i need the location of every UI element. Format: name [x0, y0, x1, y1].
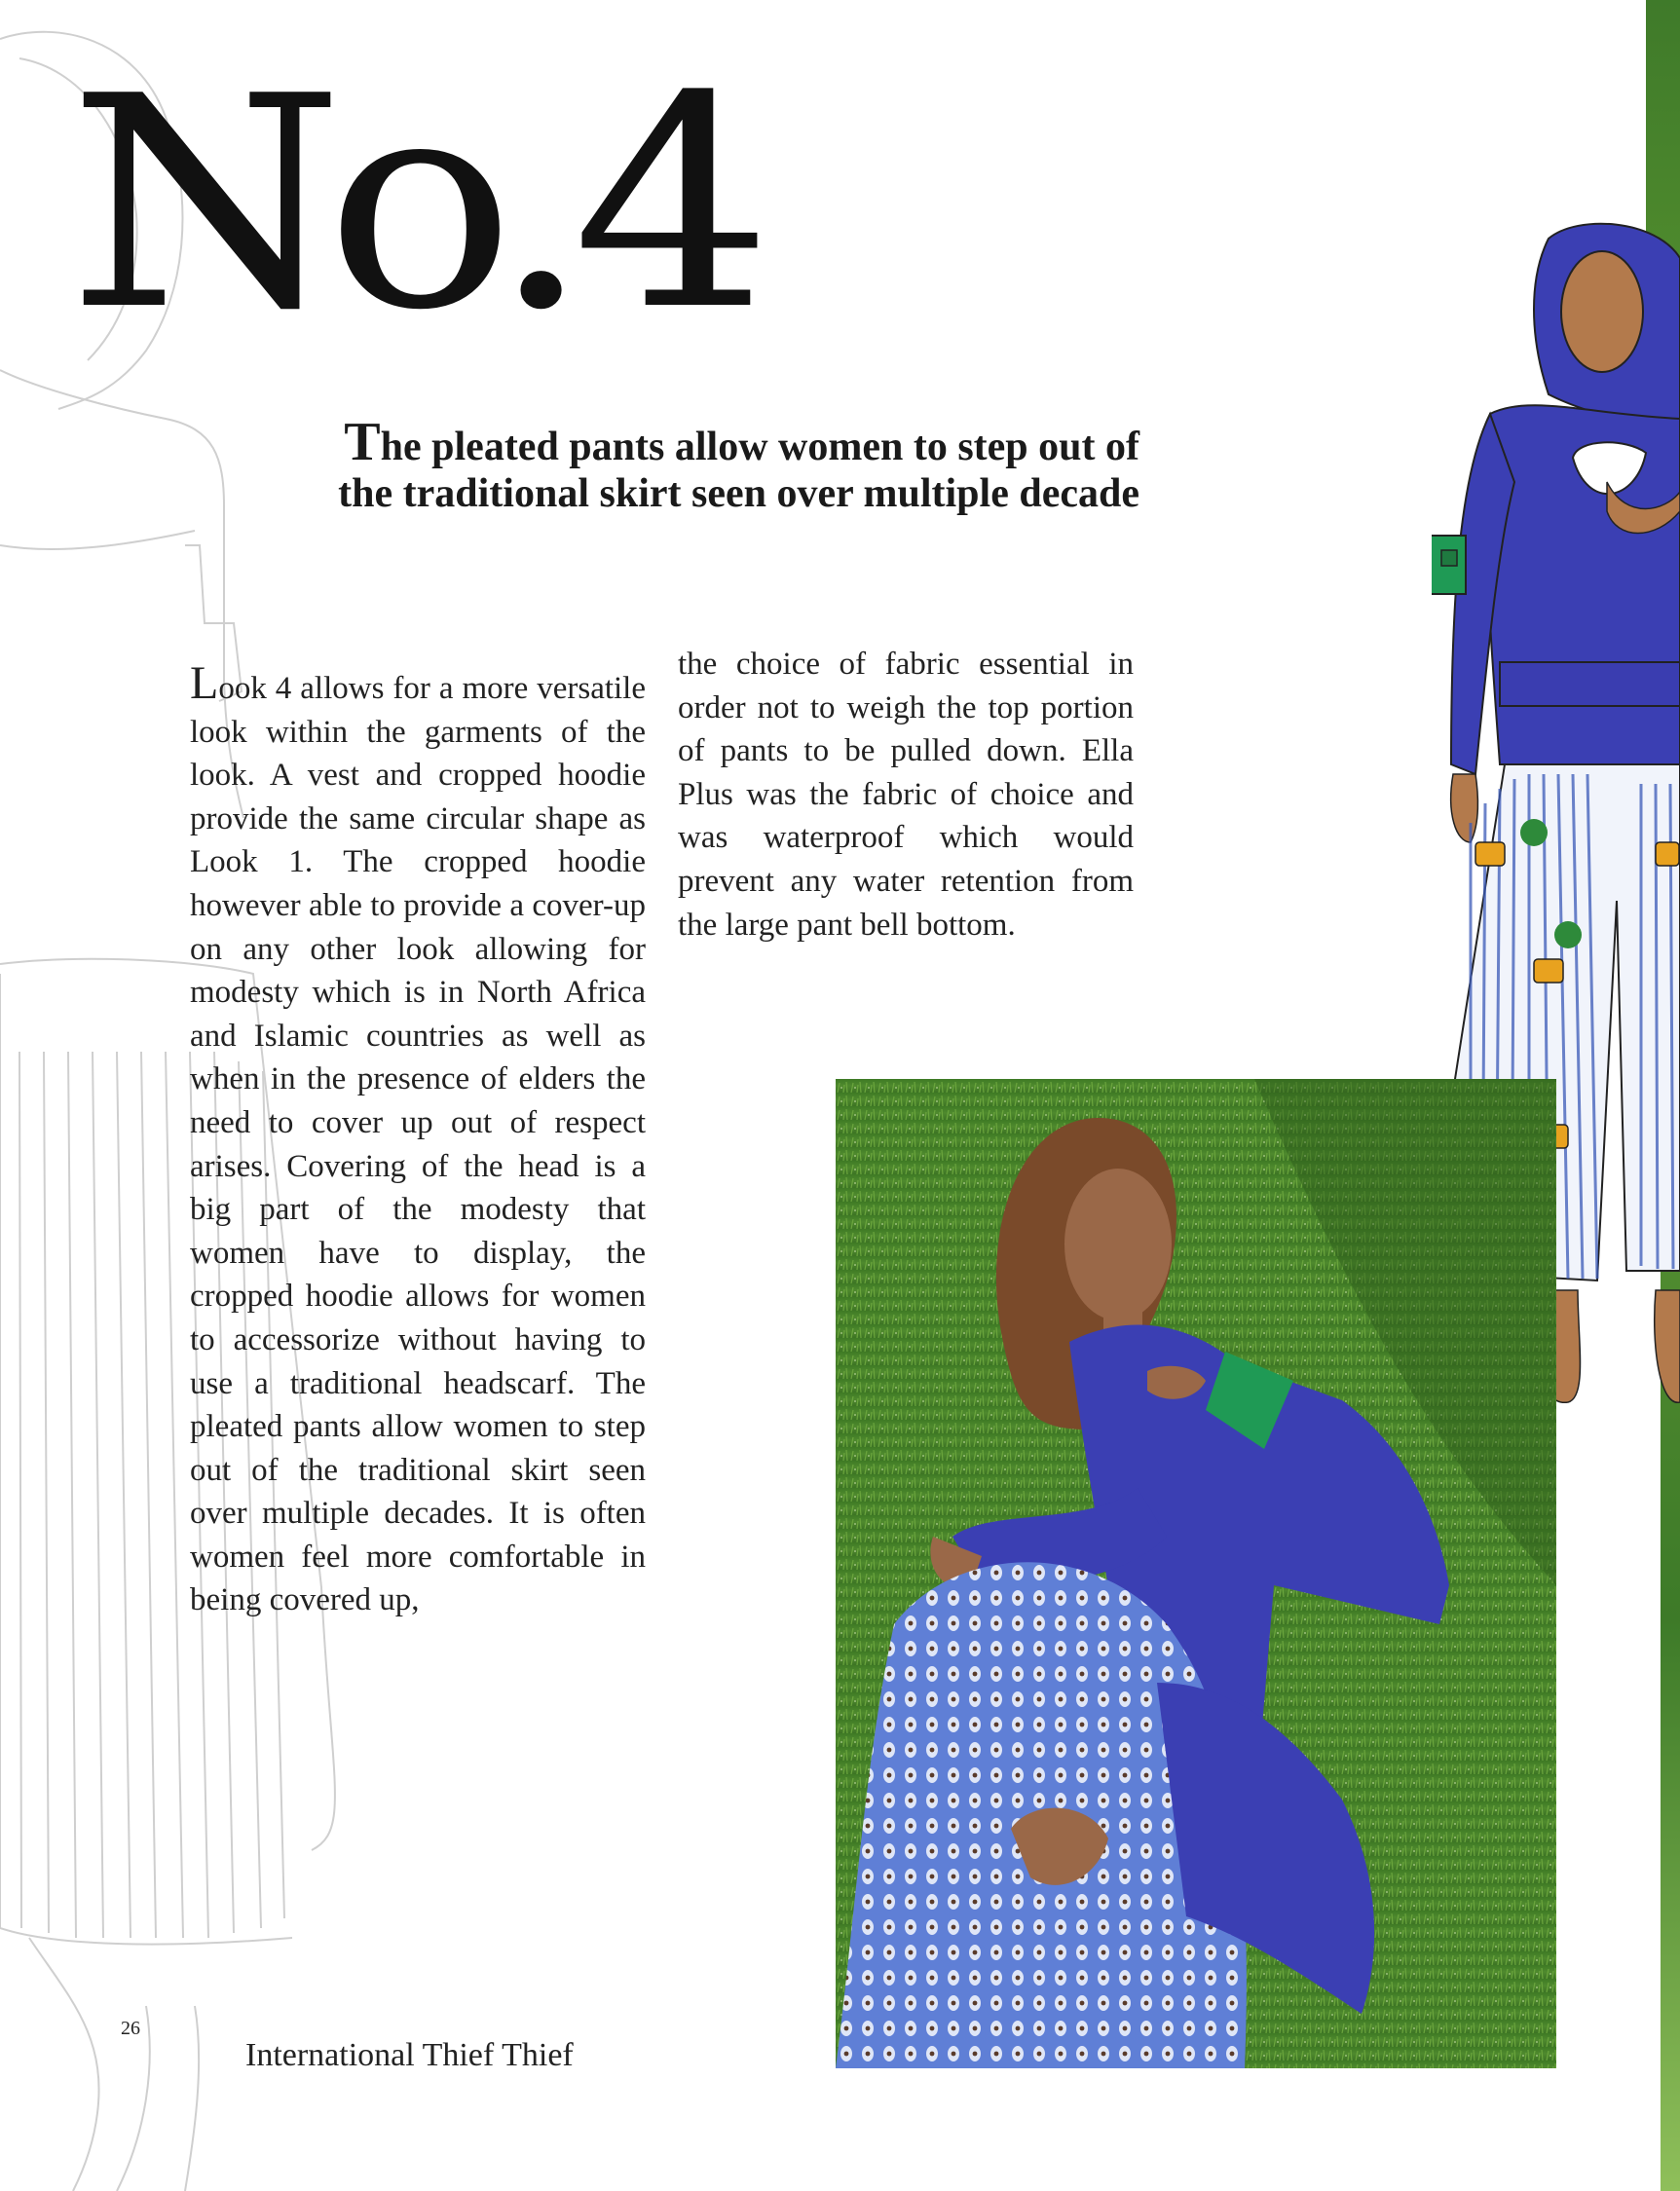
subheadline-line-1: [273, 412, 1139, 472]
subheadline-line-2: the traditional skirt seen over multiple decade: [338, 471, 1139, 516]
body-column-right: the choice of fabric essential in order not to weigh the top portion of pants to be pulled down. Ella Plus was the fabric of choice and was waterproof which would prevent any water retention from the large pant bell bottom.: [678, 647, 1134, 943]
subheadline-line-1-text: he pleated pants allow women to step out of: [380, 425, 1139, 469]
body-column-left: [190, 657, 646, 1622]
publication-title: International Thief Thief: [245, 2037, 574, 2073]
page-number: 26: [121, 2018, 140, 2039]
subheadline-initial: T: [344, 412, 381, 472]
look-number-headline: No.4: [68, 34, 755, 374]
drop-cap: L: [190, 657, 219, 709]
body-left-text: ook 4 allows for a more versatile look within the garments of the look. A vest and cropped hoodie provide the same circular shape as Look 1. The cropped hoodie however able to provide a cover-up on any other look allowing for modesty which is in North Africa and Islamic countries as well as when in the presence of elders the need to cover up out of respect arises. Covering of the head is a big part of the modesty that women have to display, the cropped hoodie allows for women to accessorize without having to use a traditional headscarf. The pleated pants allow women to step out of the traditional skirt seen over multiple decades. It is often women feel more comfortable in being covered up,: [190, 671, 646, 1618]
subheadline: [273, 412, 1139, 517]
model-photo: [836, 1079, 1556, 2068]
